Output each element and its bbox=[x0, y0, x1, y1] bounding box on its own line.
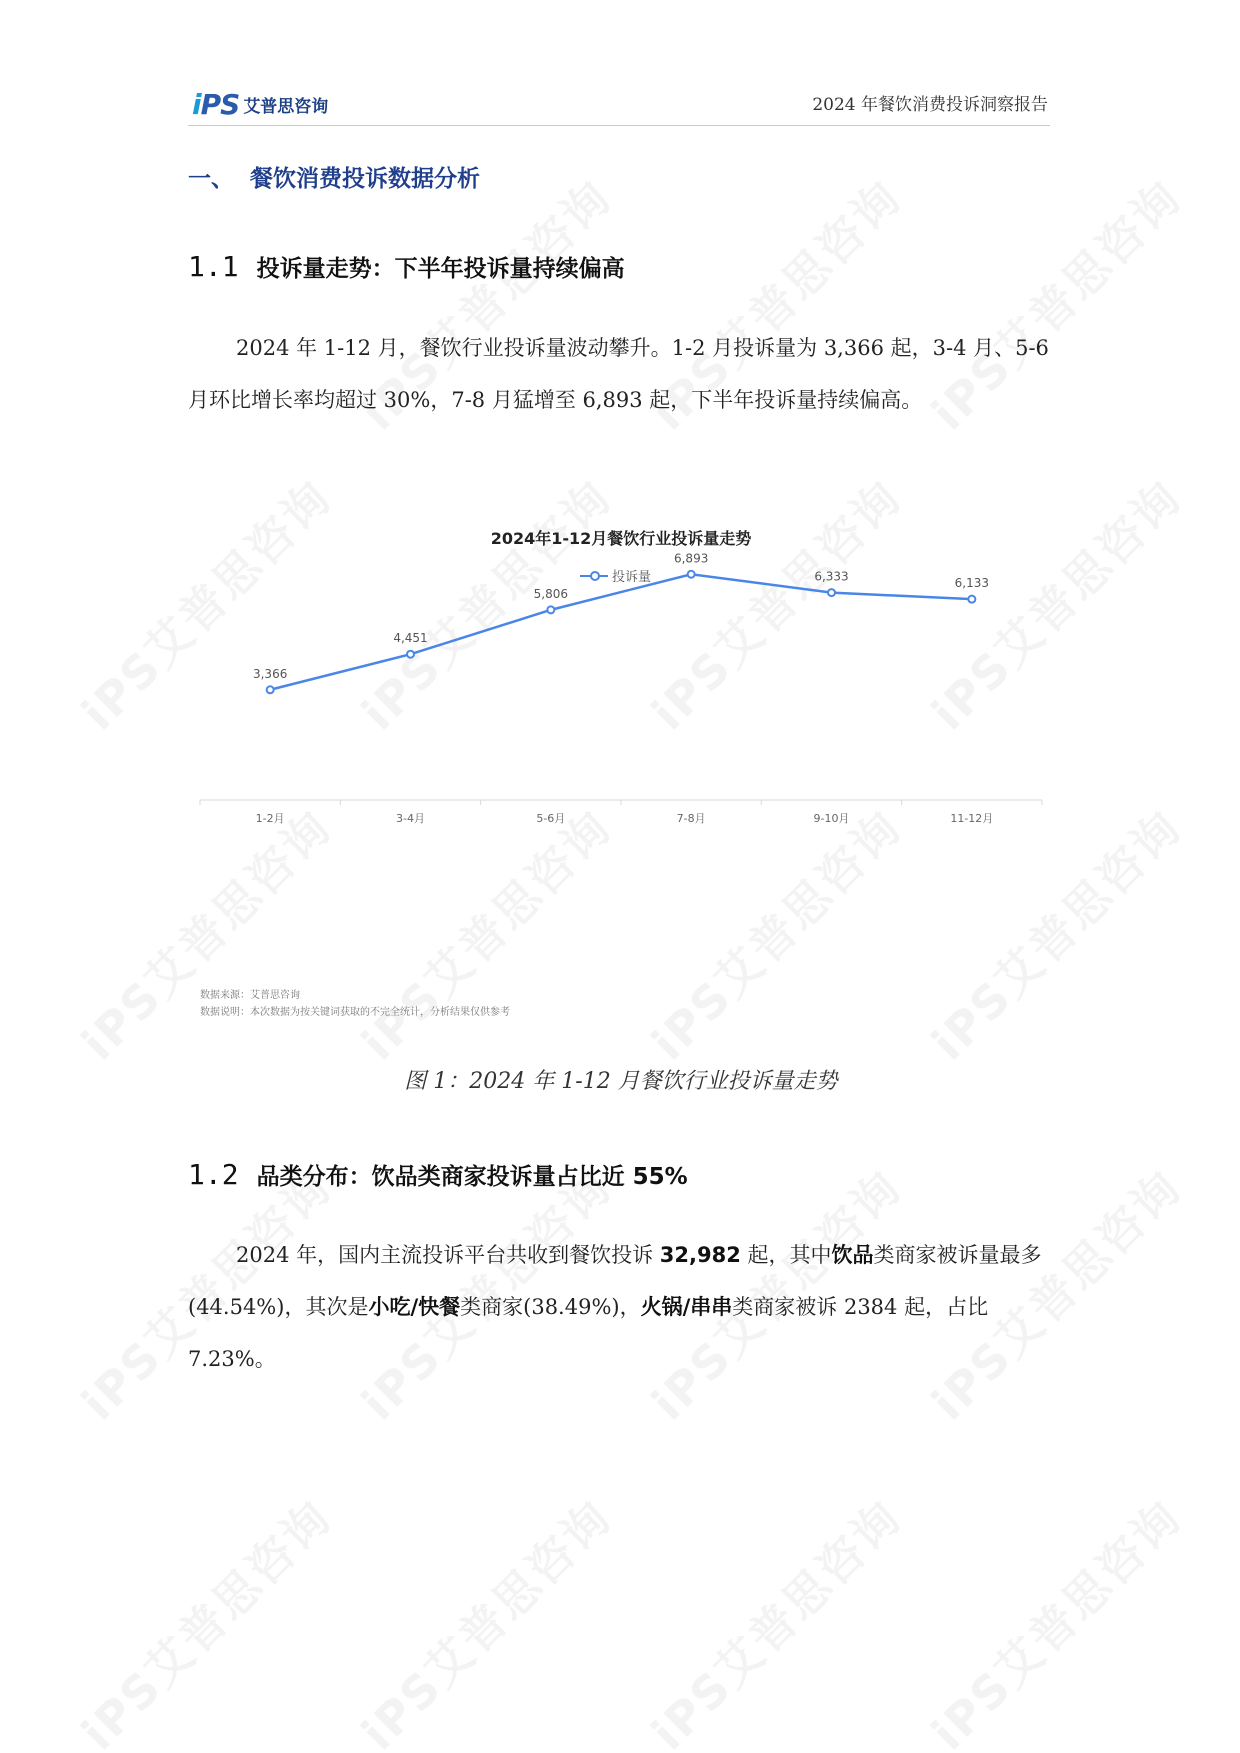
chart-plot bbox=[188, 508, 1054, 1023]
x-tick-label: 7-8月 bbox=[676, 812, 706, 825]
series-line bbox=[270, 574, 972, 690]
chart-title: 2024年1-12月餐饮行业投诉量走势 bbox=[490, 529, 752, 548]
data-label: 6,893 bbox=[673, 551, 709, 566]
data-label: 4,451 bbox=[393, 631, 428, 646]
paragraph-trend: 2024 年 1-12 月，餐饮行业投诉量波动攀升。1-2 月投诉量为 3,366 起，3-4 月、5-6 月环比增长率均超过 30%，7-8 月猛增至 6,893 起，下半年投诉量持续偏高。 bbox=[188, 336, 1049, 412]
company-logo bbox=[192, 86, 328, 122]
watermark-text bbox=[635, 1483, 914, 1753]
chart-source-note: 数据来源：艾普思咨询 bbox=[200, 990, 300, 1001]
total-count: 32,982 bbox=[659, 1243, 741, 1267]
text-run: 类商家被诉 2384 起，占比 7.23%。 bbox=[188, 1295, 989, 1371]
logo-text: 艾普思咨询 bbox=[243, 96, 329, 117]
category-hotpot: 火锅/串串 bbox=[640, 1295, 733, 1319]
data-label: 6,133 bbox=[954, 576, 990, 591]
data-point bbox=[407, 651, 414, 658]
text-run: 类商家(38.49%)， bbox=[460, 1295, 641, 1319]
text-run: 2024 年，国内主流投诉平台共收到餐饮投诉 bbox=[236, 1243, 660, 1267]
paragraph-category bbox=[188, 1229, 1053, 1385]
data-point bbox=[547, 606, 554, 613]
subsection-title: 品类分布：饮品类商家投诉量占比近 55% bbox=[256, 1164, 688, 1190]
x-tick-label: 5-6月 bbox=[536, 812, 566, 825]
subsection-title: 投诉量走势：下半年投诉量持续偏高 bbox=[256, 256, 625, 282]
logo-mark: iPS bbox=[192, 87, 240, 121]
data-point bbox=[267, 686, 274, 693]
watermark-text bbox=[345, 1483, 624, 1753]
data-point bbox=[828, 589, 835, 596]
watermark-text bbox=[65, 1483, 344, 1753]
data-label: 6,333 bbox=[814, 569, 849, 584]
section-number: 一、 bbox=[188, 166, 234, 192]
category-drinks: 饮品 bbox=[831, 1243, 874, 1267]
x-tick-label: 3-4月 bbox=[396, 812, 425, 825]
figure-caption: 图 1：2024 年 1-12 月餐饮行业投诉量走势 bbox=[404, 1069, 838, 1094]
data-label: 3,366 bbox=[252, 666, 288, 681]
section-title: 餐饮消费投诉数据分析 bbox=[250, 166, 480, 192]
data-label: 5,806 bbox=[533, 586, 569, 601]
category-snack-fastfood: 小吃/快餐 bbox=[368, 1295, 461, 1319]
subsection-heading-2 bbox=[188, 1158, 688, 1191]
data-point bbox=[968, 596, 975, 603]
legend-label: 投诉量 bbox=[612, 570, 652, 585]
x-tick-label: 1-2月 bbox=[255, 812, 285, 825]
chart-remark-note: 数据说明：本次数据为按关键词获取的不完全统计，分析结果仅供参考 bbox=[200, 1007, 510, 1018]
text-run: 起，其中 bbox=[740, 1243, 832, 1267]
line-chart bbox=[188, 508, 1054, 1023]
subsection-number: 1.1 bbox=[188, 250, 239, 283]
section-heading bbox=[188, 160, 480, 193]
subsection-number: 1.2 bbox=[188, 1158, 239, 1191]
x-tick-label: 11-12月 bbox=[950, 812, 994, 825]
report-title: 2024 年餐饮消费投诉洞察报告 bbox=[812, 95, 1048, 115]
data-point bbox=[688, 571, 695, 578]
watermark-text bbox=[915, 1483, 1194, 1753]
x-tick-label: 9-10月 bbox=[813, 812, 850, 825]
text-run: 类商家被诉量最多(44.54%)，其次是 bbox=[188, 1243, 1042, 1319]
page-header bbox=[188, 84, 1050, 126]
subsection-heading-1 bbox=[188, 250, 625, 283]
